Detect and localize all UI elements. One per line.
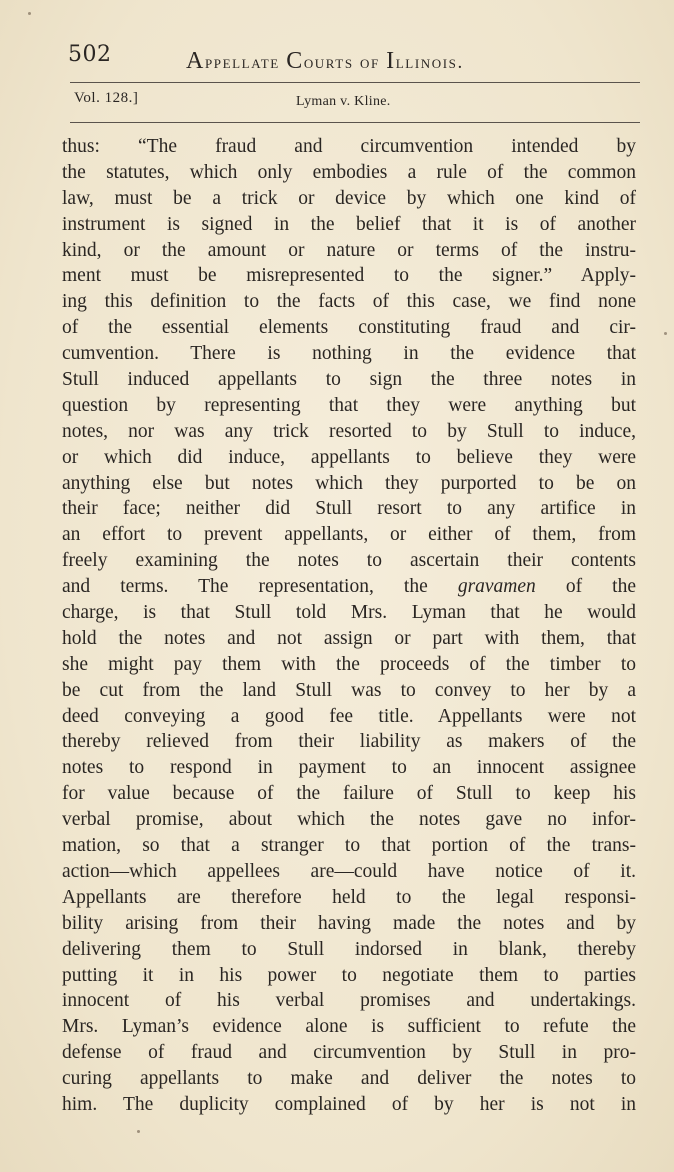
text-line: notes, nor was any trick resorted to by Stull to induce, [62, 420, 636, 442]
text-line: Appellants are therefore held to the legal responsi- [62, 886, 636, 908]
text-line: their face; neither did Stull resort to any artifice in [62, 498, 636, 520]
page-number: 502 [68, 42, 112, 67]
text-line: instrument is signed in the belief that it is of another [62, 213, 636, 235]
text-line: thereby relieved from their liability as makers of the [62, 731, 636, 753]
text-line: the statutes, which only embodies a rule of the common [62, 161, 636, 183]
opinion-body [62, 134, 636, 1118]
text-line: deed conveying a good fee title. Appellants were not [62, 705, 636, 727]
text-line-with-italic: and terms. The representation, the gravamen of the [62, 576, 636, 598]
text-line: Mrs. Lyman’s evidence alone is sufficient to refute the [62, 1016, 636, 1038]
text-line: be cut from the land Stull was to convey to her by a [62, 679, 636, 701]
text-line: of the essential elements constituting fraud and cir- [62, 317, 636, 339]
case-title: Lyman v. Kline. [296, 94, 391, 109]
text-line: defense of fraud and circumvention by Stull in pro- [62, 1042, 636, 1064]
text-line: ing this definition to the facts of this case, we find none [62, 291, 636, 313]
text-line: question by representing that they were anything but [62, 394, 636, 416]
text-line: Stull induced appellants to sign the three notes in [62, 369, 636, 391]
speck-mark [137, 1130, 140, 1133]
text-line: delivering them to Stull indorsed in blank, thereby [62, 938, 636, 960]
text-line: for value because of the failure of Stull to keep his [62, 783, 636, 805]
text-line: an effort to prevent appellants, or either of them, from [62, 524, 636, 546]
text-line: curing appellants to make and deliver the notes to [62, 1068, 636, 1090]
volume-label: Vol. 128.] [74, 90, 139, 106]
text-line: verbal promise, about which the notes gave no infor- [62, 809, 636, 831]
text-line: charge, is that Stull told Mrs. Lyman that he would [62, 602, 636, 624]
running-head-initial-a: A [186, 48, 205, 74]
running-head [186, 48, 464, 75]
text-line: freely examining the notes to ascertain their contents [62, 550, 636, 572]
italic-term: gravamen [457, 576, 536, 598]
speck-mark [28, 12, 31, 15]
text-line: anything else but notes which they purported to be on [62, 472, 636, 494]
text-line: thus: “The fraud and circumvention intended by [62, 136, 636, 157]
text-line: action—which appellees are—could have notice of it. [62, 860, 636, 882]
text-line: putting it in his power to negotiate them to parties [62, 964, 636, 986]
running-head-initial-c: C [286, 48, 304, 74]
speck-mark [664, 332, 667, 335]
text-line: him. The duplicity complained of by her is not in [62, 1093, 636, 1115]
text-line: mation, so that a stranger to that portion of the trans- [62, 835, 636, 857]
text-line: law, must be a trick or device by which one kind of [62, 187, 636, 209]
text-line: cumvention. There is nothing in the evidence that [62, 343, 636, 365]
text-line: ment must be misrepresented to the signer.” Apply- [62, 265, 636, 287]
text-line: or which did induce, appellants to believe they were [62, 446, 636, 468]
text-line: she might pay them with the proceeds of the timber to [62, 653, 636, 675]
text-line: notes to respond in payment to an innocent assignee [62, 757, 636, 779]
header-rule-top [70, 82, 640, 83]
text-line: kind, or the amount or nature or terms of the instru- [62, 239, 636, 261]
running-head-initial-i: I [386, 48, 396, 74]
text-line: hold the notes and not assign or part with them, that [62, 627, 636, 649]
running-head-appellate: ppellate [204, 52, 287, 73]
text-line: bility arising from their having made the notes and by [62, 912, 636, 934]
text-line: innocent of his verbal promises and undertakings. [62, 990, 636, 1012]
running-head-courts: ourts of [303, 52, 387, 73]
header-rule-bottom [70, 122, 640, 123]
running-head-illinois: llinois. [395, 52, 464, 73]
